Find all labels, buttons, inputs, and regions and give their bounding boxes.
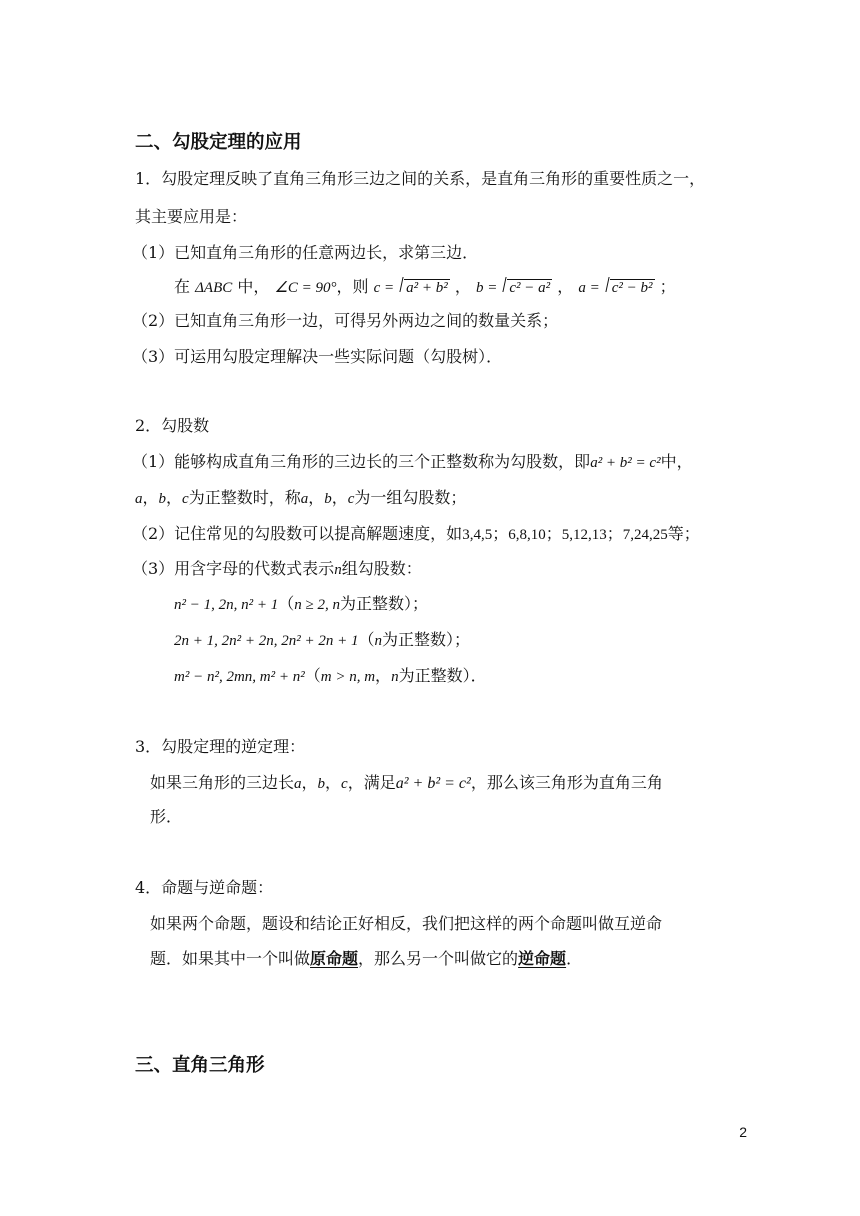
formula-3	[174, 665, 487, 688]
eq-sep2: ，	[557, 277, 574, 296]
comma: ，	[325, 773, 342, 792]
item1-sub1: （1）已知直角三角形的任意两边长，求第三边．	[132, 243, 479, 262]
eq-triangle: ΔABC	[195, 280, 233, 296]
item4-text-end: ．	[566, 949, 583, 968]
eq-a: a =	[578, 280, 600, 296]
term-original-proposition: 原命题	[310, 949, 359, 968]
formula-3-cond-1: m > n, m	[320, 669, 376, 685]
item4-text-mid: ，那么另一个叫做它的	[358, 949, 519, 968]
var-a: a	[294, 776, 302, 792]
var-b: b	[317, 776, 326, 792]
eq-c: c =	[373, 280, 395, 296]
var-b: b	[158, 491, 167, 507]
item1-sub3: （3）可运用勾股定理解决一些实际问题（勾股树）．	[132, 347, 503, 366]
paren: （	[358, 630, 375, 649]
eq-mid1: 中，	[232, 277, 270, 296]
item3-line2: 形．	[150, 807, 183, 826]
section-heading-2: 二、勾股定理的应用	[135, 132, 302, 153]
var-a: a	[300, 491, 309, 507]
eq-a-radicand: c² − b²	[611, 280, 653, 296]
item2-sub1	[132, 451, 693, 474]
eq-angle: ∠C = 90°	[274, 280, 337, 296]
item1-line1: 1．勾股定理反映了直角三角形三边之间的关系，是直角三角形的重要性质之一，	[135, 169, 706, 188]
eq-sep1: ，	[454, 277, 471, 296]
item2-title: 2．勾股数	[135, 416, 210, 435]
sep: ；	[492, 524, 509, 543]
item2-sub3-text: （3）用含字母的代数式表示	[132, 559, 335, 578]
paren: （	[304, 666, 321, 685]
item2-sub3-end: 组勾股数：	[341, 559, 422, 578]
item2-sub2	[132, 523, 700, 546]
item1-sub2: （2）已知直角三角形一边，可得另外两边之间的数量关系；	[132, 311, 559, 330]
item3-text: 如果三角形的三边长	[150, 773, 295, 792]
var-n: n	[334, 562, 342, 578]
item2-sub1-end: 中，	[660, 452, 693, 471]
section-heading-3: 三、直角三角形	[135, 1055, 265, 1076]
sep: ；	[606, 524, 623, 543]
sqrt-b	[498, 276, 552, 298]
triple-2: 6,8,10	[508, 527, 546, 543]
item2-sub1-cont	[135, 487, 466, 510]
item1-line2: 其主要应用是：	[135, 207, 248, 226]
term-converse-proposition: 逆命题	[518, 949, 567, 968]
comma: ，	[301, 773, 318, 792]
item2-sub1-final: 为一组勾股数；	[354, 488, 467, 507]
formula-3-cond-2: n	[391, 669, 399, 685]
triple-1: 3,4,5	[462, 527, 493, 543]
item3-line1	[150, 772, 663, 795]
formula-2-expr: 2n + 1, 2n² + 2n, 2n² + 2n + 1	[174, 633, 359, 649]
formula-3-expr: m² − n², 2mn, m² + n²	[174, 669, 305, 685]
comma: ，	[331, 488, 348, 507]
item2-sub1-mid: 为正整数时，称	[188, 488, 301, 507]
item4-line1: 如果两个命题，题设和结论正好相反，我们把这样的两个命题叫做互逆命	[150, 914, 663, 933]
triple-4: 7,24,25	[622, 527, 668, 543]
var-c: c	[347, 491, 355, 507]
formula-1	[174, 593, 428, 616]
eq-end: ；	[659, 277, 676, 296]
item3-mid: ，满足	[347, 773, 396, 792]
page-number: 2	[739, 1124, 747, 1140]
comma: ，	[375, 666, 392, 685]
eq-mid2: ，则	[336, 277, 369, 296]
eq-b: b =	[475, 280, 498, 296]
item2-sub2-end: 等；	[667, 524, 700, 543]
item1-equation-line	[174, 276, 676, 299]
var-b: b	[324, 491, 332, 507]
eq-prefix: 在	[174, 277, 191, 296]
eq-c-radicand: a² + b²	[406, 280, 448, 296]
var-a: a	[135, 491, 143, 507]
triple-3: 5,12,13	[561, 527, 607, 543]
formula-1-cond: n ≥ 2, n	[294, 597, 340, 613]
item4-line2	[150, 948, 582, 970]
formula-2-cond-text: 为正整数）；	[382, 630, 471, 649]
item3-text-end: ，那么该三角形为直角三角	[470, 773, 663, 792]
item4-text: 题．如果其中一个叫做	[150, 949, 311, 968]
comma: ，	[142, 488, 159, 507]
item2-sub1-text: （1）能够构成直角三角形的三边长的三个正整数称为勾股数，即	[132, 452, 591, 471]
formula-2-cond: n	[374, 633, 382, 649]
formula-3-cond-text: 为正整数）．	[398, 666, 487, 685]
formula-1-cond-text: 为正整数）；	[340, 594, 429, 613]
paren: （	[278, 594, 295, 613]
var-c: c	[182, 491, 189, 507]
item3-title: 3．勾股定理的逆定理：	[135, 737, 306, 756]
var-c: c	[341, 776, 348, 792]
comma: ，	[166, 488, 183, 507]
pythag-eq: a² + b² = c²	[590, 455, 661, 471]
formula-2	[174, 629, 470, 652]
item2-sub3	[132, 558, 422, 581]
eq-b-radicand: c² − a²	[509, 280, 551, 296]
sqrt-c	[395, 276, 450, 298]
item2-sub2-text: （2）记住常见的勾股数可以提高解题速度，如	[132, 524, 463, 543]
item4-title: 4．命题与逆命题：	[135, 878, 274, 897]
sqrt-a	[601, 276, 655, 298]
formula-1-expr: n² − 1, 2n, n² + 1	[174, 597, 279, 613]
pythag-eq-converse: a² + b² = c²	[395, 775, 471, 792]
sep: ；	[545, 524, 562, 543]
comma: ，	[308, 488, 325, 507]
